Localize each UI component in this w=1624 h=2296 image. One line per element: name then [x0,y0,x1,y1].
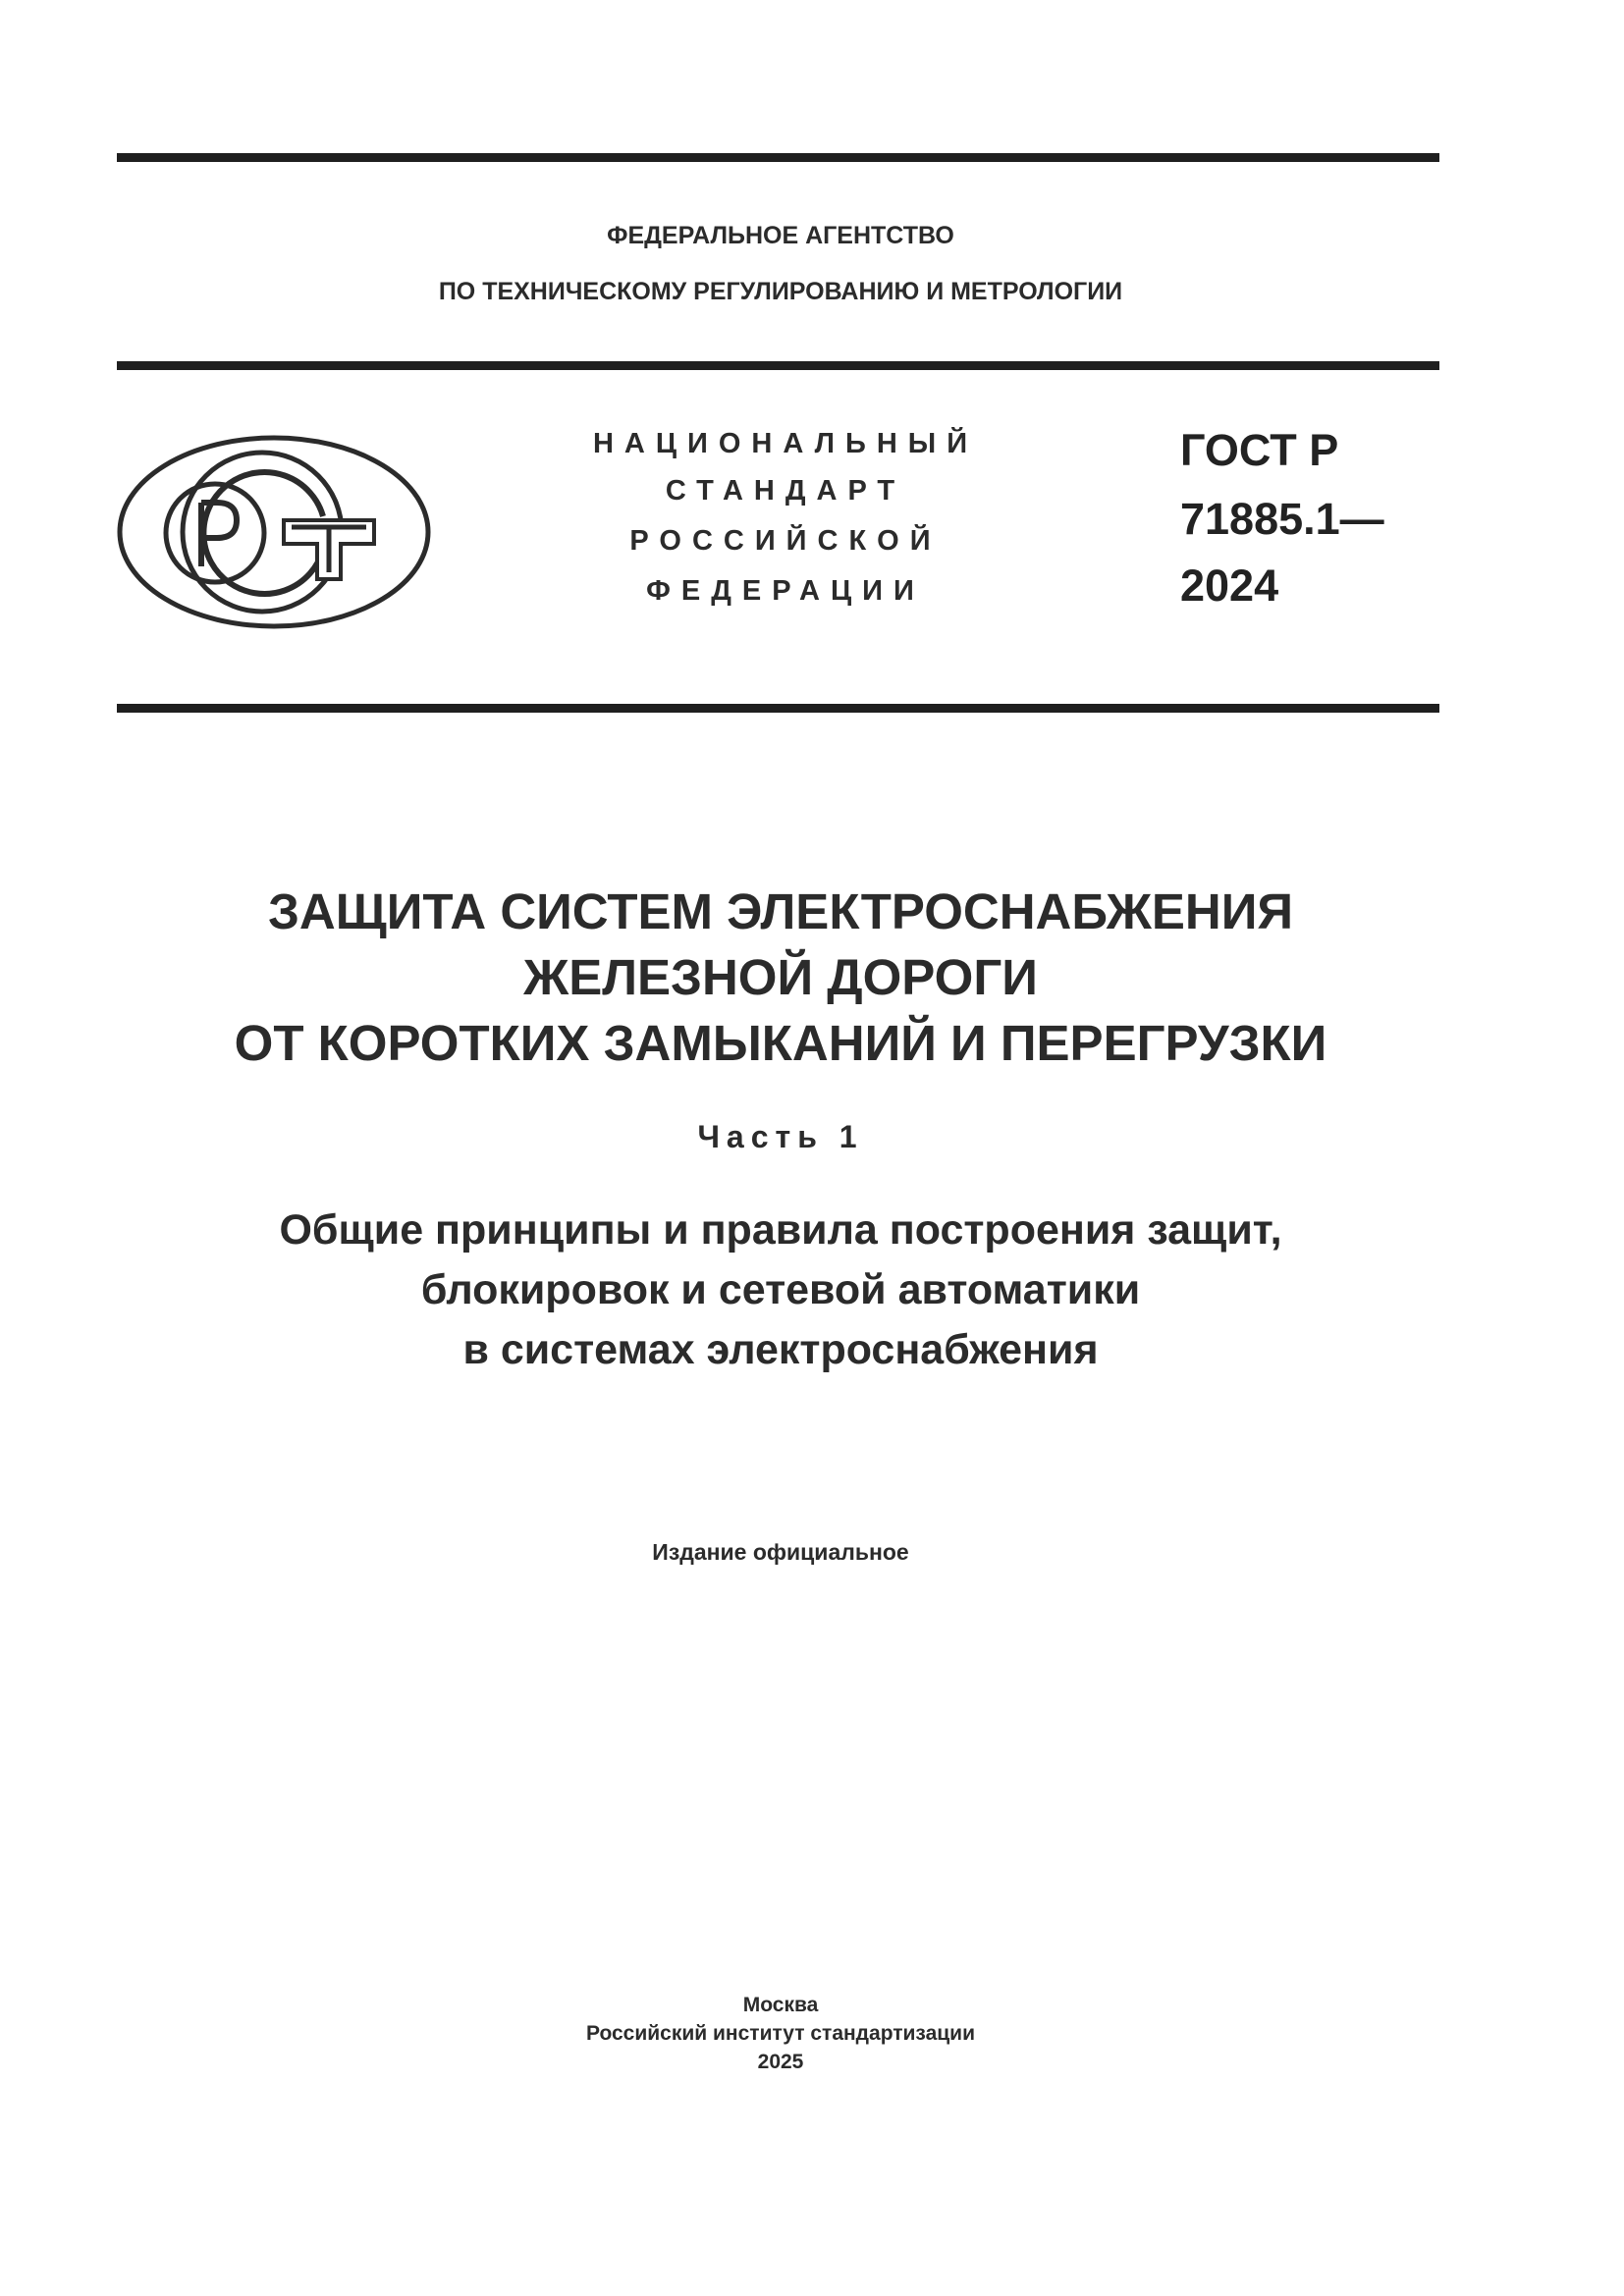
part-label: Часть 1 [697,1119,864,1154]
imprint-publisher: Российский институт стандартизации [585,2022,976,2045]
gost-designation-year: 2024 [1180,561,1279,611]
national-standard-line-2: СТАНДАРТ [665,475,906,507]
gost-designation-line-2: 71885.1— [1180,494,1384,544]
imprint-year: 2025 [757,2051,804,2073]
national-standard-line-1: НАЦИОНАЛЬНЫЙ [592,428,979,459]
document-title-line-3: ОТ КОРОТКИХ ЗАМЫКАНИЙ И ПЕРЕГРУЗКИ [234,1015,1327,1071]
agency-line-2: ПО ТЕХНИЧЕСКОМУ РЕГУЛИРОВАНИЮ И МЕТРОЛОГИИ [438,278,1123,305]
document-title-line-2: ЖЕЛЕЗНОЙ ДОРОГИ [523,949,1038,1005]
designation-rule [117,704,1439,713]
agency-line-1: ФЕДЕРАЛЬНОЕ АГЕНТСТВО [607,222,954,249]
edition-note: Издание официальное [652,1539,909,1565]
subtitle-line-1: Общие принципы и правила построения защит, [279,1206,1282,1254]
document-title-line-1: ЗАЩИТА СИСТЕМ ЭЛЕКТРОСНАБЖЕНИЯ [267,883,1294,939]
national-standard-line-3: РОССИЙСКОЙ [629,525,942,557]
gost-designation-line-1: ГОСТ Р [1180,425,1339,475]
subtitle-line-3: в системах электроснабжения [462,1326,1099,1373]
subtitle-line-2: блокировок и сетевой автоматики [420,1266,1141,1313]
top-rule [117,153,1439,162]
rst-logo-icon [117,434,431,630]
imprint-city: Москва [742,1994,819,2016]
national-standard-line-4: ФЕДЕРАЦИИ [646,575,925,607]
header-rule [117,361,1439,370]
